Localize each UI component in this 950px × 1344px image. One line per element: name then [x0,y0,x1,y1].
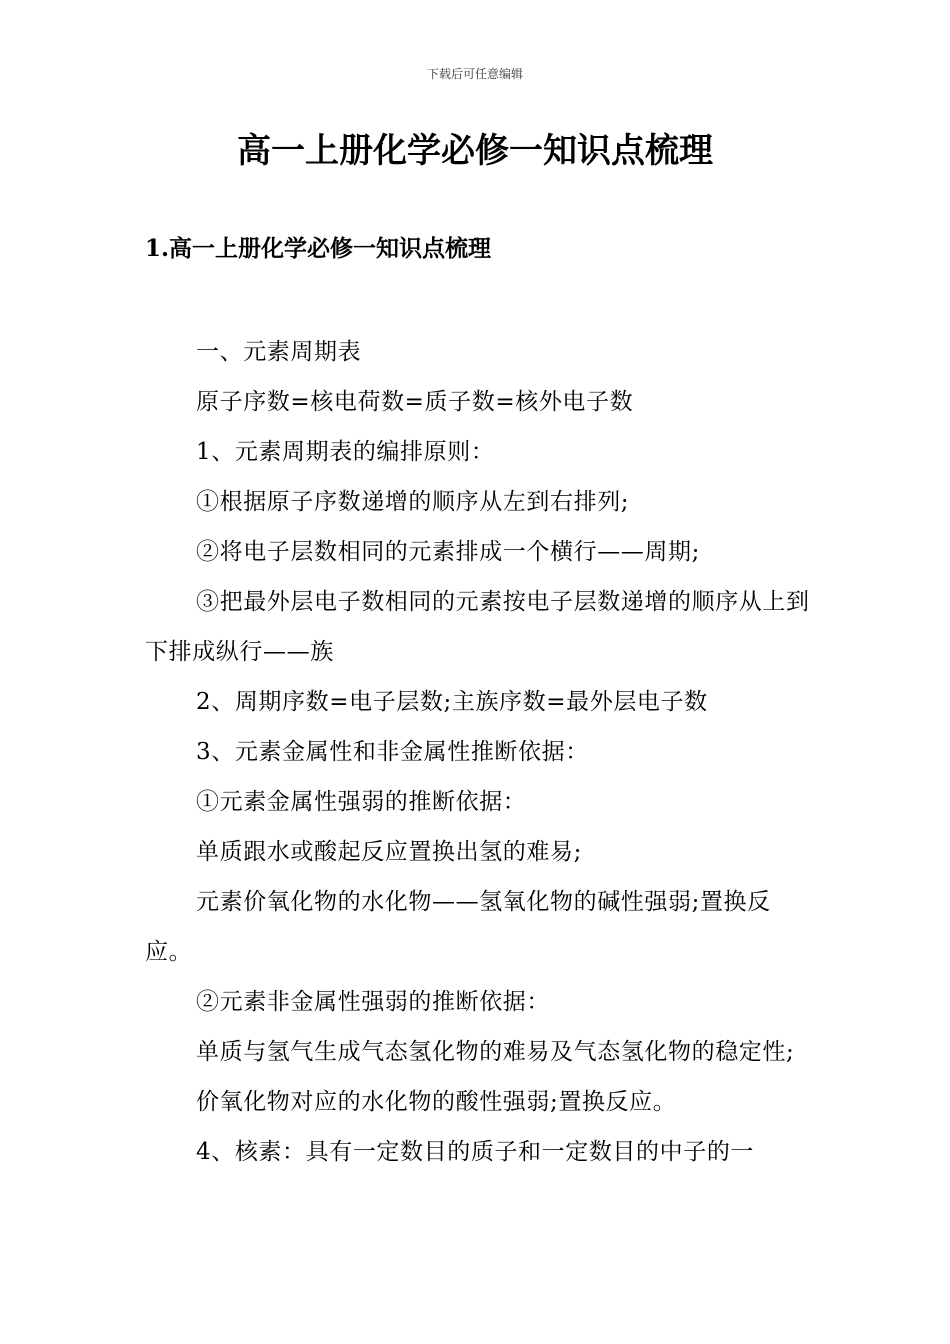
paragraph: ①根据原子序数递增的顺序从左到右排列; [196,489,630,515]
paragraph: ②元素非金属性强弱的推断依据： [196,989,550,1015]
header-note: 下载后可任意编辑 [426,67,523,81]
document-title: 高一上册化学必修一知识点梳理 [237,131,713,171]
paragraph: 单质与氢气生成气态氢化物的难易及气态氢化物的稳定性; [196,1039,795,1065]
paragraph: ③把最外层电子数相同的元素按电子层数递增的顺序从上到下排成纵行——族 [145,589,810,665]
paragraph: 单质跟水或酸起反应置换出氢的难易; [196,839,582,865]
paragraph: 2、周期序数=电子层数;主族序数=最外层电子数 [196,689,708,715]
section-heading: 1.高一上册化学必修一知识点梳理 [145,235,492,262]
paragraph: 原子序数=核电荷数=质子数=核外电子数 [196,389,634,415]
paragraph: 元素价氧化物的水化物——氢氧化物的碱性强弱;置换反应。 [145,889,771,965]
document-body [145,327,810,1177]
paragraph: ①元素金属性强弱的推断依据： [196,789,527,815]
paragraph: ②将电子层数相同的元素排成一个横行——周期; [196,539,700,565]
paragraph: 一、元素周期表 [196,339,362,365]
paragraph: 3、元素金属性和非金属性推断依据： [196,739,589,765]
paragraph: 价氧化物对应的水化物的酸性强弱;置换反应。 [196,1089,677,1115]
paragraph: 4、核素：具有一定数目的质子和一定数目的中子的一 [196,1139,755,1165]
paragraph: 1、元素周期表的编排原则： [196,439,495,465]
